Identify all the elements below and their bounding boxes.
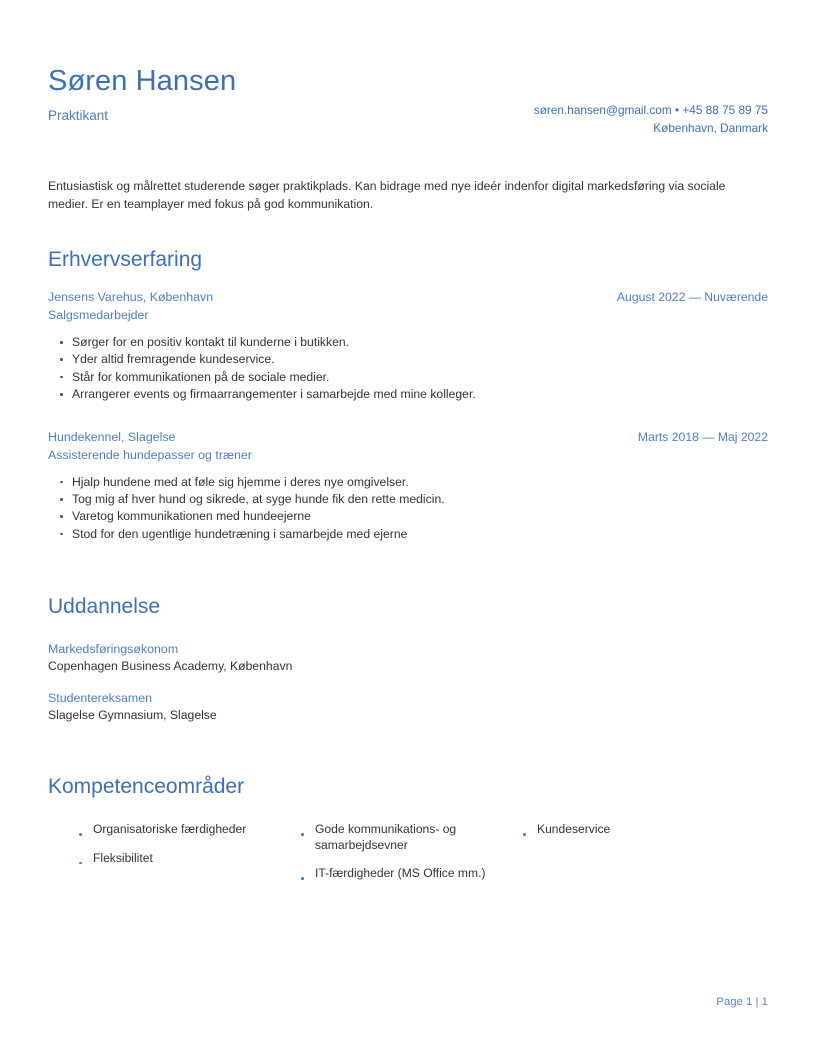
resume-header	[48, 0, 768, 137]
education-school: Copenhagen Business Academy, København	[48, 659, 293, 674]
experience-job-title: Salgsmedarbejder	[48, 308, 149, 322]
experience-bullet: Varetog kommunikationen med hundeejerne	[48, 508, 768, 524]
education-degree: Studentereksamen	[48, 691, 153, 706]
skill-item: Fleksibilitet	[70, 851, 278, 867]
skills-column	[514, 822, 736, 851]
experience-bullet: Arrangerer events og firmaarrangementer i samarbejde med mine kolleger.	[48, 386, 768, 402]
contact-block	[534, 64, 768, 137]
candidate-name: Søren Hansen	[48, 65, 237, 97]
experience-bullet: Sørger for en positiv kontakt til kunderne i butikken.	[48, 334, 768, 350]
identity-block	[48, 64, 236, 125]
education-entry	[48, 641, 768, 675]
experience-date-range: August 2022 — Nuværende	[616, 290, 768, 304]
experience-section	[48, 247, 768, 542]
education-school: Slagelse Gymnasium, Slagelse	[48, 708, 217, 723]
education-entry	[48, 690, 768, 724]
experience-entry-head	[48, 429, 768, 446]
experience-bullet-list	[48, 474, 768, 543]
experience-bullet: Yder altid fremragende kundeservice.	[48, 351, 768, 367]
experience-date-range: Marts 2018 — Maj 2022	[637, 429, 768, 444]
skills-column	[70, 822, 292, 879]
experience-bullet: Stod for den ugentlige hundetræning i samarbejde med ejerne	[48, 526, 768, 542]
experience-bullet-list	[48, 334, 768, 403]
skills-grid	[48, 822, 768, 895]
experience-entry	[48, 429, 768, 543]
experience-job-title: Assisterende hundepasser og træner	[48, 447, 252, 462]
skills-section-title: Kompetenceområder	[48, 775, 245, 799]
skills-section	[48, 774, 768, 895]
experience-entry-head	[48, 289, 768, 306]
skills-list	[514, 822, 722, 838]
skill-item: Organisatoriske færdigheder	[70, 822, 278, 838]
profile-summary: Entusiastisk og målrettet studerende søger praktikplads. Kan bidrage med nye ideér indenfor digital markedsføring via sociale medier. Er en teamplayer med fokus på god kommunikation.	[48, 179, 726, 211]
education-section-title: Uddannelse	[48, 595, 161, 619]
education-degree: Markedsføringsøkonom	[48, 642, 179, 657]
experience-organization: Jensens Varehus, København	[48, 290, 214, 304]
page-footer: Page 1 | 1	[716, 996, 768, 1008]
contact-email-phone: søren.hansen@gmail.com • +45 88 75 89 75	[533, 103, 768, 117]
skills-column	[292, 822, 514, 895]
experience-bullet: Tog mig af hver hund og sikrede, at syge hunde fik den rette medicin.	[48, 491, 768, 507]
candidate-role: Praktikant	[48, 108, 109, 123]
experience-organization: Hundekennel, Slagelse	[48, 429, 176, 444]
skills-list	[292, 822, 500, 882]
skill-item: IT-færdigheder (MS Office mm.)	[292, 866, 500, 882]
education-section	[48, 594, 768, 724]
skill-item: Kundeservice	[514, 822, 722, 838]
experience-bullet: Hjalp hundene med at føle sig hjemme i deres nye omgivelser.	[48, 474, 768, 490]
experience-bullet: Står for kommunikationen på de sociale medier.	[48, 369, 768, 385]
contact-location: København, Danmark	[653, 120, 768, 135]
experience-entry	[48, 289, 768, 403]
skills-list	[70, 822, 278, 866]
skill-item: Gode kommunikations- og samarbejdsevner	[292, 822, 500, 853]
experience-section-title: Erhvervserfaring	[48, 248, 203, 271]
